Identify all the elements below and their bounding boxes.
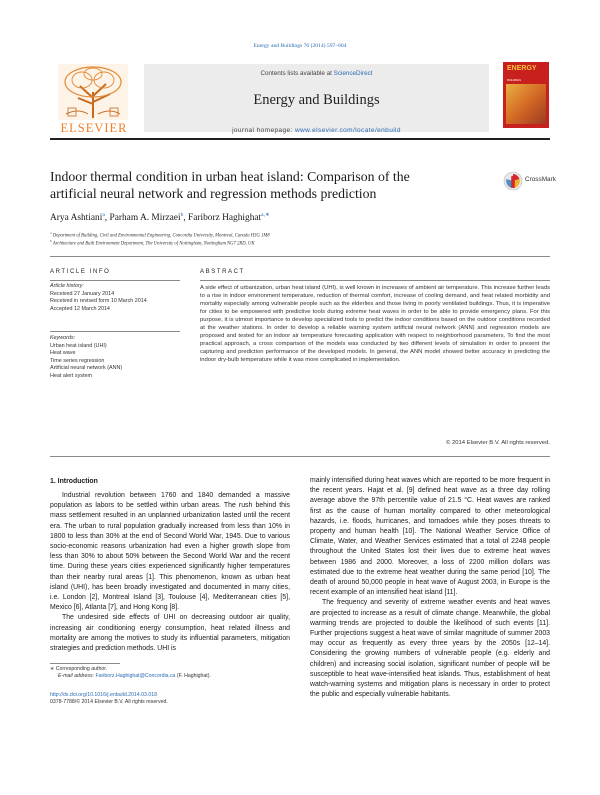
keywords-label: Keywords: [50, 335, 76, 341]
affiliation-text: Department of Building, Civil and Environmental Engineering, Concordia University, Montreal, Canada H3G 1M8 [52, 233, 270, 239]
title-line-2: artificial neural network and regression methods prediction [50, 186, 377, 201]
title-line-1: Indoor thermal condition in urban heat island: Comparison of the [50, 169, 410, 184]
abstract-bottom-rule [50, 456, 550, 457]
abstract-rule [200, 280, 550, 281]
email-link[interactable]: Fariborz.Haghighat@Concordia.ca [95, 673, 176, 679]
contents-line [144, 70, 489, 77]
sciencedirect-link[interactable]: ScienceDirect [333, 70, 373, 77]
contents-prefix: Contents lists available at [260, 70, 334, 77]
history-revised: Received in revised form 10 March 2014 [50, 298, 147, 305]
paragraph: The undesired side effects of UHI on decreasing outdoor air quality, increasing air conditioning energy consumption, heat related illness and mortality are among the motives to study its influential parameters, mitigation strategies and prediction methods. UHI is [50, 614, 290, 653]
crossmark-badge[interactable] [503, 171, 556, 191]
email-label: E-mail address: [58, 673, 96, 679]
header-rule [50, 138, 550, 140]
crossmark-label: CrossMark [525, 176, 556, 183]
author-name[interactable]: Arya Ashtiani [50, 213, 103, 224]
email-suffix: (F. Haghighat). [175, 673, 211, 679]
keyword: Urban heat island (UHI) [50, 342, 107, 349]
keyword: Artificial neural network (ANN) [50, 365, 123, 372]
history-label: Article history: [50, 283, 84, 289]
journal-reference[interactable]: Energy and Buildings 76 (2014) 597–604 [253, 43, 347, 49]
cover-title [507, 66, 537, 73]
cover-image [506, 84, 546, 124]
doi-link[interactable]: http://dx.doi.org/10.1016/j.enbuild.2014.03.018 [50, 692, 158, 698]
footnote [50, 666, 295, 680]
article-history [50, 283, 180, 313]
affiliation-mark: a [50, 231, 52, 235]
article-info-rule [50, 280, 180, 281]
issn-line: 0378-7788/© 2014 Elsevier B.V. All rights reserved. [50, 699, 168, 705]
section-heading: 1. Introduction [50, 478, 98, 485]
paragraph: The frequency and severity of extreme weather events and heat waves are projected to increase as a result of climate change. Meanwhile, the global warming trends are projected to double the likelihood of such events [11]. Further projections suggest a heat wave of similar magnitude of summer 2003 may occur as frequently as every three years by the 2050s [12–14]. Considering the growing numbers of vulnerable people (e.g. elderly and children) and increasing social isolation, significant number of people will be susceptible to heat wave-intensified heat islands. Thus, establishment of heat watch-warning systems and mitigation plans is necessary in order to protect the public and especially vulnerable habitants. [310, 599, 550, 699]
author-affiliation-mark[interactable]: a [102, 212, 105, 218]
tree-icon [58, 64, 128, 120]
affiliation-a [50, 231, 270, 239]
affiliation-rule [50, 256, 550, 257]
author-affiliation-mark[interactable]: b [180, 212, 184, 218]
cover-title-line1: ENERGY [507, 65, 537, 72]
homepage-line [144, 127, 489, 134]
history-received: Received 27 January 2014 [50, 290, 115, 297]
publisher-name: ELSEVIER [60, 121, 128, 135]
article-info-heading: ARTICLE INFO [50, 269, 111, 275]
author-list: Arya Ashtiani$^a$, Parham A. Mirzaei$^b$, Fariborz Haghighat$^{a,∗}$ [50, 212, 270, 224]
history-accepted: Accepted 12 March 2014 [50, 305, 110, 312]
paragraph: Industrial revolution between 1760 and 1840 demanded a massive population as labors to be settled within urban areas. The rush behind this mass settlement resulted in an unplanned urbanization lasted until the recent era. The urban to rural population gradually increased from less than 10% in 1800 to less than 30% at the end of Second World War, 1945. Due to various socio-economic reasons urbanization had even a higher growth slope from less than 30% to about 50% between the Second World War and the recent time. During these years cities experienced significantly higher temperatures than their nearby rural areas [1]. This phenomenon, known as urban heat island (UHI), has been broadly investigated and documented in many cities, i.e. London [2], Montreal Island [3], Toulouse [4], Mediterranean cities [5], Mexico [6], Atlanta [7], and Hong Kong [8]. [50, 492, 290, 612]
journal-cover[interactable] [503, 62, 549, 128]
crossmark-icon [503, 171, 523, 191]
email-line [50, 673, 295, 680]
keyword: Heat alert system [50, 372, 92, 379]
cover-subtitle: BUILDINGS [507, 79, 521, 82]
affiliation-mark: b [50, 239, 52, 243]
article-title [50, 168, 480, 202]
corresponding-author-note: ∗ Corresponding author. [50, 666, 108, 672]
author-name[interactable]: Fariborz Haghighat [188, 213, 262, 224]
paragraph: mainly intensified during heat waves which are reported to be more frequent in the recent years. Hajat et al. [9] defined heat wave as a three day rolling average above the 97th percentile value of 21.5 °C. Heat waves are ranked first as the cause of human mortality compared to other meteorological hazards, i.e. floods, hurricanes, and tornadoes while they poses threats to property and human health [10]. The National Weather Service Office of Climate, Water, and Weather Services estimated that a total of 2248 people throughout the United States lost their lives due to extreme heat waves between 1986 and 2000. Moreover, a loss of 2200 million dollars was estimated due to the extreme heat weather during the same period [10]. The death of around 50,000 people in heat wave of August 2003, in Europe is the recent example of an intensified heat island [11]. [310, 477, 550, 597]
footnote-rule [50, 663, 120, 664]
keyword: Time series regression [50, 357, 105, 364]
affiliation-text: Architecture and Built Environment Department, The University of Nottingham, Nottingham NG7 2RD, UK [52, 241, 255, 247]
affiliation-b [50, 239, 255, 247]
abstract-copyright: © 2014 Elsevier B.V. All rights reserved. [446, 440, 550, 446]
keywords-rule [50, 331, 180, 332]
homepage-prefix: journal homepage: [232, 127, 295, 134]
right-column [310, 476, 550, 700]
keyword: Heat wave [50, 350, 76, 357]
journal-name: Energy and Buildings [253, 92, 380, 108]
keywords [50, 335, 180, 381]
abstract-text: A side effect of urbanization, urban heat island (UHI), is well known in increases of ambient air temperature. This increase further leads to a rise in indoor environment temperature, reduction of thermal comfort, increase of cooling demand, and heat related morbidity and mortality especially among vulnerable people such as the elderlies and those living in poorly ventilated buildings. Thus, it is imperative for cities to be empowered with predictive tools during extreme heat waves in order to be able to provide emergency plans. For this purpose, it is utmost importance to develop specialized tools to predict the indoor conditions based on the outdoor conditions recorded at the weather stations. In order to develop a reliable warning system artificial neural network (ANN) and regression models are proposed and tested for an indoor air temperature forecasting application with respect to neighborhood parameters. To find the most practical approach, a cross comparison of the models was conducted by two different levels of simulation in order to present the capturing and prediction performance of the developed models. In general, the ANN model showed better accuracy in predicting the indoor dry-bulb temperature while it was more complicated in implementation. [200, 285, 550, 364]
author-affiliation-mark[interactable]: a,∗ [261, 212, 270, 218]
homepage-link[interactable]: www.elsevier.com/locate/enbuild [294, 127, 401, 134]
doi-block [50, 692, 295, 706]
abstract-heading: ABSTRACT [200, 269, 245, 275]
author-name[interactable]: Parham A. Mirzaei [109, 213, 181, 224]
left-column [50, 491, 290, 654]
